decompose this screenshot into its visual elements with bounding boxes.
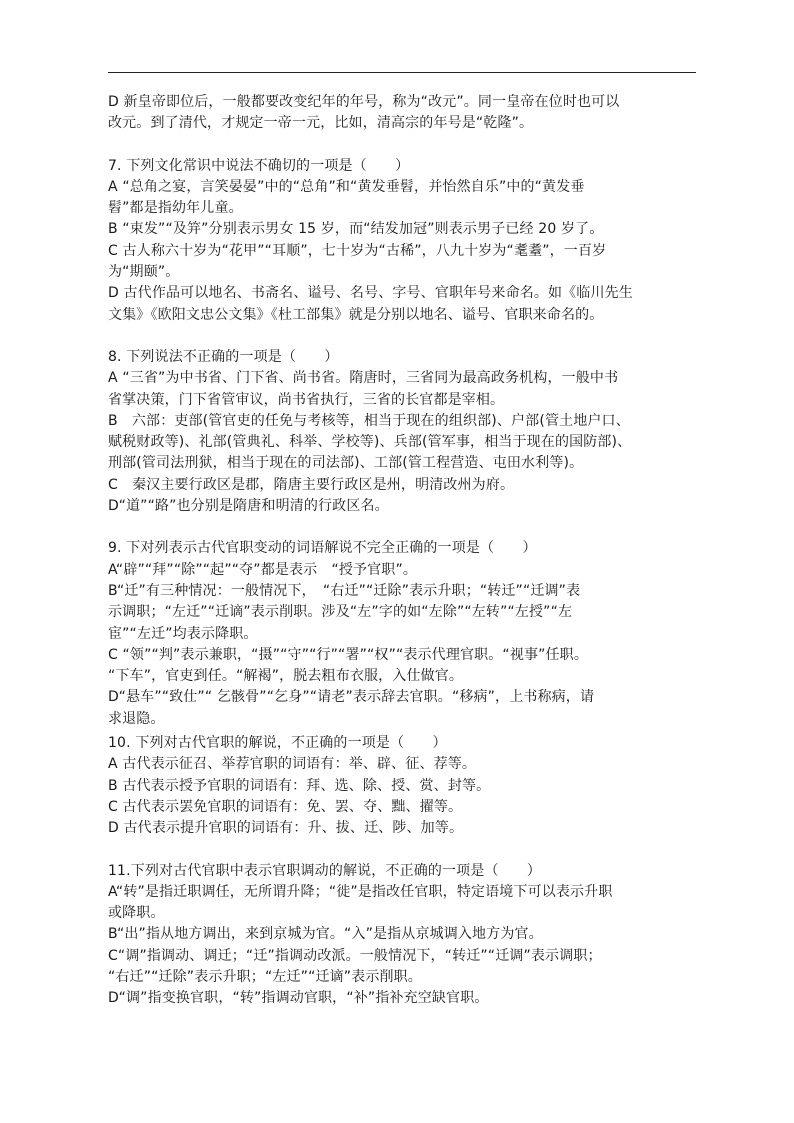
option-line: A “三省”为中书省、门下省、尚书省。隋唐时，三省同为最高政务机构，一般中书 — [108, 370, 619, 387]
option-line: 文集》《欧阳文忠公文集》《杜工部集》就是分别以地名、谥号、官职来命名的。 — [108, 306, 604, 323]
option-line: 求退隐。 — [108, 710, 165, 727]
option-line: D“调”指变换官职，“转”指调动官职，“补”指补充空缺官职。 — [108, 990, 489, 1007]
question-stem: 7. 下列文化常识中说法不确切的一项是（ ） — [108, 157, 410, 174]
question-11 — [108, 861, 700, 1010]
option-line: “右迁”“迁除”表示升职；“左迁”“迁谪”表示削职。 — [108, 968, 422, 985]
document-body — [108, 92, 700, 1010]
option-line: 刑部(管司法刑狱，相当于现在的司法部)、工部(管工程营造、屯田水利等)。 — [108, 455, 584, 472]
option-line: 赋税财政等)、礼部(管典礼、科举、学校等)、兵部(管军事，相当于现在的国防部)、 — [108, 434, 632, 451]
question-9 — [108, 538, 700, 730]
option-line: B“迁”有三种情况：一般情况下， “右迁”“迁除”表示升职；“转迁”“迁调”表 — [108, 582, 581, 599]
intro-line: D 新皇帝即位后，一般都要改变纪年的年号，称为“改元”。同一皇帝在位时也可以 — [108, 94, 620, 110]
option-line: C “领”“判”表示兼职，“摄”“守”“行”“署”“权”“表示代理官职。“视事”任职。 — [108, 646, 588, 663]
option-line: 示调职；“左迁”“迁谪”表示削职。涉及“左”字的如“左除”“左转”“左授”“左 — [108, 604, 573, 621]
question-7 — [108, 156, 700, 326]
option-line: A 古代表示征召、举荐官职的词语有：举、辟、征、荐等。 — [108, 756, 477, 773]
option-line: C 秦汉主要行政区是郡，隋唐主要行政区是州，明清改州为府。 — [108, 476, 515, 493]
question-stem: 8. 下列说法不正确的一项是（ ） — [108, 348, 339, 365]
header-rule — [108, 72, 696, 73]
option-line: A“辟”“拜”“除”“起”“夺”都是表示 “授予官职”。 — [108, 561, 418, 578]
question-stem: 9. 下对列表示古代官职变动的词语解说不完全正确的一项是（ ） — [108, 540, 537, 557]
option-line: A “总角之宴，言笑晏晏”中的“总角”和“黄发垂髫，并怡然自乐”中的“黄发垂 — [108, 178, 585, 195]
option-line: B“出”指从地方调出，来到京城为官。“入”是指从京城调入地方为官。 — [108, 926, 543, 943]
option-line: 宦”“左迁”均表示降职。 — [108, 625, 258, 642]
option-line: C 古代表示罢免官职的词语有：免、罢、夺、黜、擢等。 — [108, 798, 463, 815]
option-line: “下车”，官吏到任。“解褐”，脱去粗布衣服，入仕做官。 — [108, 668, 464, 685]
option-line: 省掌决策，门下省管审议，尚书省执行，三省的长官都是宰相。 — [108, 391, 505, 408]
option-line: 或降职。 — [108, 905, 165, 922]
question-stem: 11.下列对古代官职中表示官职调动的解说，不正确的一项是（ ） — [108, 862, 542, 879]
option-line: 髫”都是指幼年儿童。 — [108, 200, 243, 217]
option-line: 为“期颐”。 — [108, 264, 180, 281]
option-line: D“道”“路”也分别是隋唐和明清的行政区名。 — [108, 498, 389, 515]
option-line: C“调”指调动、调迁；“迁”指调动改派。一般情况下，“转迁”“迁调”表示调职； — [108, 947, 602, 964]
intro-line: 改元。到了清代，才规定一帝一元，比如，清高宗的年号是“乾隆”。 — [108, 115, 534, 132]
option-line: C 古人称六十岁为“花甲”“耳顺”，七十岁为“古稀”，八九十岁为“耄耋”，一百岁 — [108, 242, 607, 259]
question-8 — [108, 347, 700, 517]
question-stem: 10. 下列对古代官职的解说，不正确的一项是（ ） — [108, 735, 447, 752]
option-line: D 古代表示提升官职的词语有：升、拔、迁、陟、加等。 — [108, 820, 464, 837]
question-10 — [108, 733, 700, 839]
option-line: B 古代表示授予官职的词语有：拜、选、除、授、赏、封等。 — [108, 777, 491, 794]
option-line: D 古代作品可以地名、书斋名、谥号、名号、字号、官职年号来命名。如《临川先生 — [108, 285, 633, 302]
intro-paragraph — [108, 92, 700, 135]
option-line: D“悬车”“致仕”“ 乞骸骨”“乞身”“请老”表示辞去官职。“移病”，上书称病，请 — [108, 689, 595, 706]
option-line: B “束发”“及笄”分别表示男女 15 岁，而“结发加冠”则表示男子已经 20 岁了。 — [108, 221, 604, 238]
option-line: B 六部：吏部(管官吏的任免与考核等，相当于现在的组织部)、户部(管土地户口、 — [108, 412, 630, 429]
option-line: A“转”是指迁职调任，无所谓升降；“徙”是指改任官职，特定语境下可以表示升职 — [108, 883, 613, 900]
